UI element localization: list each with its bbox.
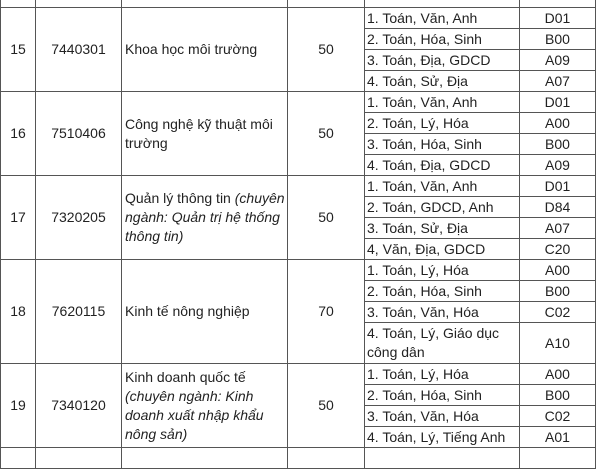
quota-cell: 50 <box>288 364 365 448</box>
major-name: Quản lý thông tin <box>125 190 235 206</box>
stt-cell: 18 <box>1 260 36 364</box>
subject-combo-cell: 1. Toán, Lý, Hóa <box>365 364 520 385</box>
block-code-cell: B00 <box>520 385 596 406</box>
block-code-cell <box>520 0 596 8</box>
subject-combo-cell: 4. Toán, Lý, Tiếng Anh <box>365 427 520 448</box>
major-name: Khoa học môi trường <box>125 41 258 57</box>
table-row <box>1 0 596 8</box>
block-code-cell: A07 <box>520 71 596 92</box>
subject-combo-cell <box>365 0 520 8</box>
quota-cell <box>288 448 365 469</box>
subject-combo-cell: 4. Toán, Sử, Địa <box>365 71 520 92</box>
stt-cell <box>1 0 36 8</box>
major-name-cell <box>122 92 288 176</box>
quota-cell: 50 <box>288 8 365 92</box>
subject-combo-cell: 1. Toán, Văn, Anh <box>365 92 520 113</box>
quota-cell <box>288 0 365 8</box>
subject-combo-cell: 3. Toán, Hóa, Sinh <box>365 134 520 155</box>
major-name-cell <box>122 0 288 8</box>
block-code-cell: D01 <box>520 92 596 113</box>
quota-cell: 50 <box>288 176 365 260</box>
major-name-cell <box>122 260 288 364</box>
block-code-cell <box>520 448 596 469</box>
subject-combo-cell: 4, Văn, Địa, GDCD <box>365 239 520 260</box>
block-code-cell: C02 <box>520 406 596 427</box>
subject-combo-cell <box>365 448 520 469</box>
major-code-cell: 7340120 <box>36 364 122 448</box>
subject-combo-cell: 2. Toán, Hóa, Sinh <box>365 385 520 406</box>
block-code-cell: A09 <box>520 155 596 176</box>
stt-cell: 15 <box>1 8 36 92</box>
stt-cell <box>1 448 36 469</box>
block-code-cell: A00 <box>520 364 596 385</box>
table-row <box>1 8 596 29</box>
subject-combo-cell: 2. Toán, Lý, Hóa <box>365 113 520 134</box>
table-row <box>1 260 596 281</box>
block-code-cell: D01 <box>520 8 596 29</box>
major-note: (chuyên ngành: Quản trị hệ thống thông tin) <box>125 190 285 244</box>
subject-combo-cell: 3. Toán, Sử, Địa <box>365 218 520 239</box>
table-row <box>1 364 596 385</box>
table-row <box>1 176 596 197</box>
major-name: Kinh tế nông nghiệp <box>125 303 250 319</box>
block-code-cell: A09 <box>520 50 596 71</box>
block-code-cell: B00 <box>520 134 596 155</box>
table-row <box>1 448 596 469</box>
block-code-cell: B00 <box>520 281 596 302</box>
major-name: Kinh doanh quốc tế <box>125 368 246 385</box>
subject-combo-cell: 1. Toán, Lý, Hóa <box>365 260 520 281</box>
major-name-cell <box>122 176 288 260</box>
major-name-cell <box>122 448 288 469</box>
block-code-cell: A01 <box>520 427 596 448</box>
table-row <box>1 92 596 113</box>
stt-cell: 16 <box>1 92 36 176</box>
subject-combo-cell: 4. Toán, Địa, GDCD <box>365 155 520 176</box>
block-code-cell: D84 <box>520 197 596 218</box>
block-code-cell: A10 <box>520 323 596 364</box>
subject-combo-cell: 2. Toán, GDCD, Anh <box>365 197 520 218</box>
quota-cell: 50 <box>288 92 365 176</box>
subject-combo-cell: 3. Toán, Văn, Hóa <box>365 406 520 427</box>
block-code-cell: A00 <box>520 113 596 134</box>
stt-cell: 17 <box>1 176 36 260</box>
major-code-cell: 7620115 <box>36 260 122 364</box>
major-code-cell: 7440301 <box>36 8 122 92</box>
subject-combo-cell: 1. Toán, Văn, Anh <box>365 8 520 29</box>
block-code-cell: C02 <box>520 302 596 323</box>
subject-combo-cell: 3. Toán, Văn, Hóa <box>365 302 520 323</box>
block-code-cell: A00 <box>520 260 596 281</box>
subject-combo-cell: 4. Toán, Lý, Giáo dục công dân <box>365 323 520 364</box>
block-code-cell: C20 <box>520 239 596 260</box>
major-code-cell: 7510406 <box>36 92 122 176</box>
quota-cell: 70 <box>288 260 365 364</box>
major-name: Công nghệ kỹ thuật môi trường <box>125 115 273 151</box>
stt-cell: 19 <box>1 364 36 448</box>
major-name-cell <box>122 364 288 448</box>
block-code-cell: D01 <box>520 176 596 197</box>
major-code-cell <box>36 0 122 8</box>
major-code-cell: 7320205 <box>36 176 122 260</box>
subject-combo-cell: 1. Toán, Văn, Anh <box>365 176 520 197</box>
subject-combo-cell: 3. Toán, Địa, GDCD <box>365 50 520 71</box>
major-note: (chuyên ngành: Kinh doanh xuất nhập khẩu nông sản) <box>125 387 264 442</box>
major-code-cell <box>36 448 122 469</box>
subject-combo-cell: 2. Toán, Hóa, Sinh <box>365 29 520 50</box>
major-name-cell <box>122 8 288 92</box>
block-code-cell: A07 <box>520 218 596 239</box>
block-code-cell: B00 <box>520 29 596 50</box>
subject-combo-cell: 2. Toán, Hóa, Sinh <box>365 281 520 302</box>
